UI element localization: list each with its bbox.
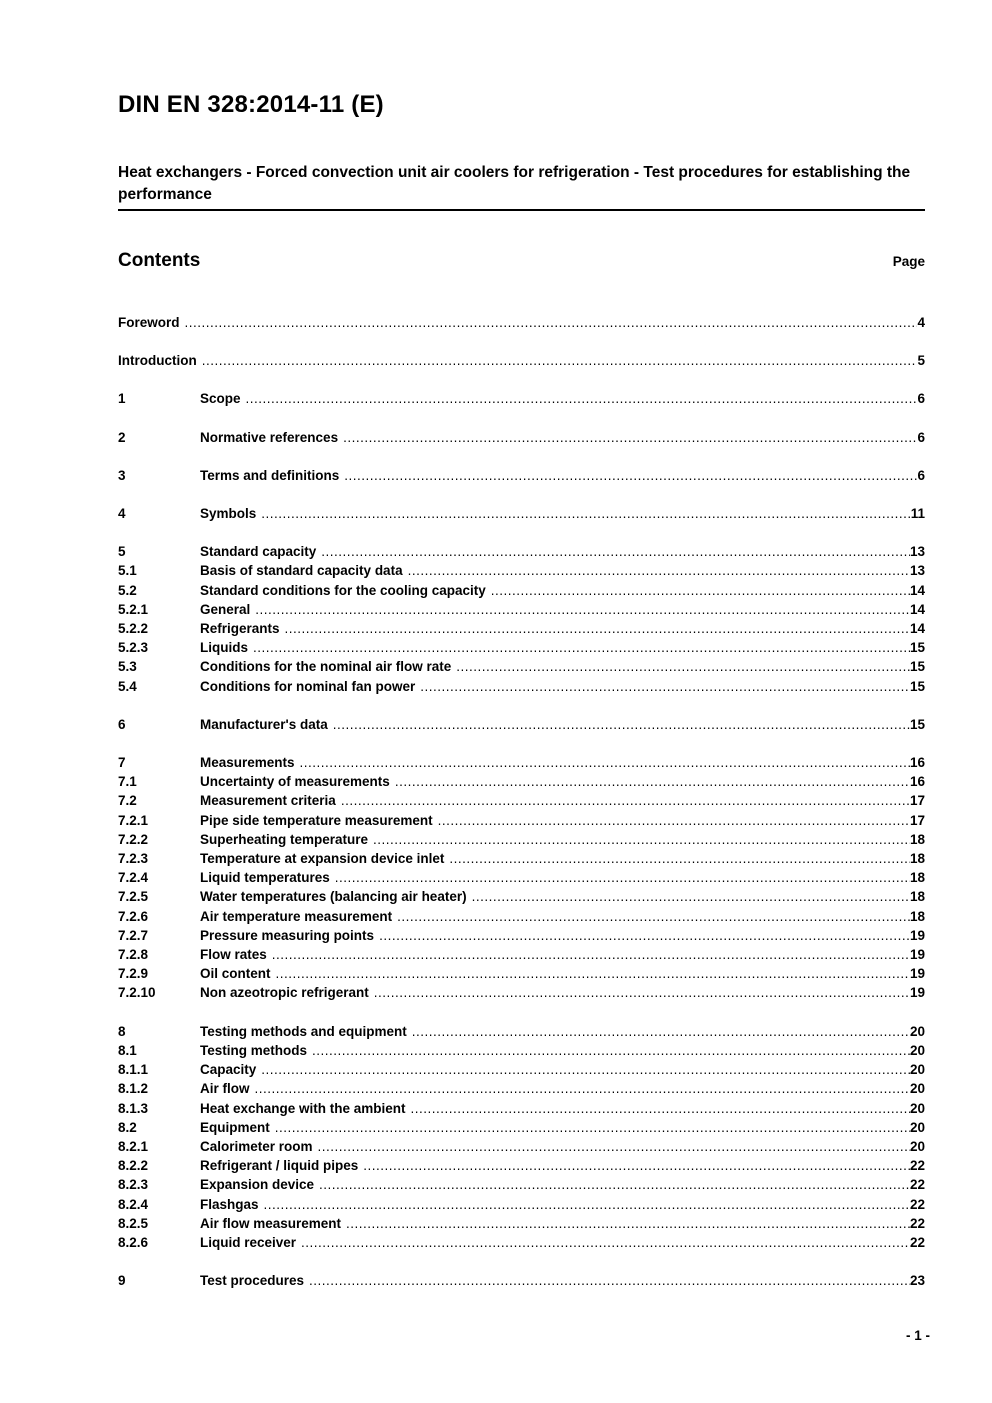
toc-entry [118, 1156, 925, 1175]
contents-heading: Contents [118, 250, 201, 271]
toc-leader-dots [346, 1214, 910, 1233]
toc-entry [118, 811, 925, 830]
toc-entry-title: Air flow measurement [200, 1215, 342, 1231]
contents-header-row [118, 250, 925, 272]
toc-entry-title: Air temperature measurement [200, 908, 393, 924]
toc-leader-dots [318, 1137, 910, 1156]
toc-entry-page: 14 [909, 621, 925, 637]
toc-entry-number: 7.2.3 [118, 851, 149, 867]
toc-entry-title: Testing methods [200, 1042, 308, 1058]
toc-entry-number: 3 [118, 467, 126, 483]
toc-entry [118, 1118, 925, 1137]
toc-leader-dots [333, 715, 910, 734]
toc-entry-title: Heat exchange with the ambient [200, 1100, 406, 1116]
toc-entry-number: 8.1.3 [118, 1100, 149, 1116]
toc-entry-title: Testing methods and equipment [200, 1023, 407, 1039]
toc-entry-page: 16 [909, 755, 925, 771]
toc-entry-number: 7.2.2 [118, 831, 149, 847]
toc-entry-page: 16 [909, 774, 925, 790]
toc-entry-page: 18 [909, 870, 925, 886]
toc-entry-number: 8.2.1 [118, 1138, 149, 1154]
toc-entry [118, 887, 925, 906]
toc-entry-page: 15 [909, 716, 925, 732]
toc-entry-page: 15 [909, 640, 925, 656]
toc-leader-dots [202, 351, 918, 370]
toc-entry [118, 600, 925, 619]
toc-entry-title: Refrigerant / liquid pipes [200, 1158, 359, 1174]
toc-leader-dots [341, 791, 910, 810]
toc-entry [118, 466, 925, 485]
toc-entry-number: 7.1 [118, 774, 137, 790]
toc-entry-number: 5.1 [118, 563, 137, 579]
toc-leader-dots [449, 849, 910, 868]
toc-entry-page: 13 [909, 563, 925, 579]
toc-entry-title: Normative references [200, 429, 339, 445]
toc-entry-title: Measurement criteria [200, 793, 336, 809]
toc-entry [118, 1271, 925, 1290]
toc-group [118, 351, 925, 370]
toc-entry-title: Calorimeter room [200, 1138, 313, 1154]
toc-entry-title: Symbols [200, 506, 257, 522]
toc-entry-title: Pipe side temperature measurement [200, 812, 433, 828]
toc-entry-page: 14 [909, 582, 925, 598]
toc-entry [118, 542, 925, 561]
toc-leader-dots [285, 619, 910, 638]
toc-entry-page: 22 [909, 1215, 925, 1231]
toc-entry [118, 753, 925, 772]
toc-entry-title: Refrigerants [200, 621, 280, 637]
toc-entry [118, 868, 925, 887]
toc-entry-number: 8 [118, 1023, 126, 1039]
toc-entry-page: 14 [909, 601, 925, 617]
toc-entry [118, 561, 925, 580]
toc-leader-dots [275, 1118, 910, 1137]
toc-leader-dots [335, 868, 910, 887]
toc-entry-number: 5.4 [118, 678, 137, 694]
toc-entry [118, 389, 925, 408]
toc-entry [118, 1079, 925, 1098]
toc-entry-page: 15 [909, 659, 925, 675]
toc-entry-page: 5 [917, 353, 925, 369]
toc-group [118, 715, 925, 734]
toc-entry-title: Foreword [118, 315, 180, 330]
toc-entry [118, 926, 925, 945]
document-title: Heat exchangers - Forced convection unit air coolers for refrigeration - Test procedures for establishing the performance [118, 162, 925, 211]
toc-entry-page: 13 [909, 544, 925, 560]
toc-entry-page: 20 [909, 1042, 925, 1058]
toc-entry-number: 5.2.1 [118, 601, 149, 617]
toc-entry-page: 19 [909, 966, 925, 982]
toc-entry-number: 5.2 [118, 582, 137, 598]
page-column-label: Page [892, 254, 925, 269]
toc-entry-number: 8.2.2 [118, 1158, 149, 1174]
toc-entry-page: 20 [909, 1081, 925, 1097]
toc-entry [118, 1060, 925, 1079]
toc-entry-title: Pressure measuring points [200, 927, 375, 943]
toc-leader-dots [363, 1156, 910, 1175]
toc-entry-page: 22 [909, 1158, 925, 1174]
toc-leader-dots [261, 504, 910, 523]
toc-entry-number: 7.2.10 [118, 985, 156, 1001]
toc-entry [118, 964, 925, 983]
toc-entry [118, 830, 925, 849]
toc-entry-number: 7.2.7 [118, 927, 149, 943]
toc-group [118, 313, 925, 332]
toc-entry-number: 7.2.6 [118, 908, 149, 924]
toc-entry-page: 18 [909, 851, 925, 867]
toc-entry-title: Water temperatures (balancing air heater) [200, 889, 467, 905]
toc-entry-number: 9 [118, 1273, 126, 1289]
toc-entry [118, 1233, 925, 1252]
toc-entry [118, 791, 925, 810]
toc-entry-title: Temperature at expansion device inlet [200, 851, 445, 867]
toc-entry-title: Capacity [200, 1062, 257, 1078]
toc-entry-number: 8.1.1 [118, 1062, 149, 1078]
toc-entry-title: Superheating temperature [200, 831, 369, 847]
toc-entry [118, 772, 925, 791]
toc-leader-dots [438, 811, 910, 830]
toc-entry [118, 1022, 925, 1041]
toc-group [118, 1271, 925, 1290]
toc-leader-dots [373, 830, 910, 849]
toc-leader-dots [261, 1060, 910, 1079]
toc-entry-number: 8.2.4 [118, 1196, 149, 1212]
toc-leader-dots [412, 1022, 910, 1041]
toc-entry-number: 2 [118, 429, 126, 445]
toc-entry [118, 849, 925, 868]
toc-entry-page: 20 [909, 1138, 925, 1154]
toc-entry-title: General [200, 601, 251, 617]
toc-entry [118, 1214, 925, 1233]
toc-leader-dots [472, 887, 910, 906]
toc-entry [118, 1041, 925, 1060]
toc-entry [118, 983, 925, 1002]
toc-entry-title: Liquid temperatures [200, 870, 330, 886]
toc-entry-number: 8.2.5 [118, 1215, 149, 1231]
toc-group [118, 466, 925, 485]
toc-entry [118, 428, 925, 447]
toc-leader-dots [301, 1233, 910, 1252]
toc-entry-page: 11 [910, 506, 925, 522]
toc-entry-page: 20 [909, 1023, 925, 1039]
toc-entry-title: Terms and definitions [200, 467, 340, 483]
toc-entry [118, 1195, 925, 1214]
toc-leader-dots [379, 926, 910, 945]
toc-entry-title: Non azeotropic refrigerant [200, 985, 369, 1001]
toc-group [118, 542, 925, 696]
toc-leader-dots [253, 638, 910, 657]
toc-entry-title: Introduction [118, 353, 197, 369]
toc-leader-dots [255, 600, 910, 619]
toc-entry-page: 22 [909, 1196, 925, 1212]
toc-entry-page: 20 [909, 1062, 925, 1078]
toc-entry-title: Conditions for the nominal air flow rate [200, 659, 452, 675]
toc-entry [118, 715, 925, 734]
toc-entry [118, 677, 925, 696]
page-content [0, 91, 992, 1290]
toc-leader-dots [420, 677, 910, 696]
standard-number-heading: DIN EN 328:2014-11 (E) [118, 91, 384, 118]
toc-group [118, 389, 925, 408]
toc-entry-title: Standard conditions for the cooling capacity [200, 582, 486, 598]
toc-leader-dots [276, 964, 910, 983]
toc-entry [118, 504, 925, 523]
toc-entry-page: 20 [909, 1119, 925, 1135]
toc-leader-dots [411, 1099, 910, 1118]
toc-group [118, 753, 925, 1003]
toc-entry-title: Basis of standard capacity data [200, 563, 403, 579]
toc-entry-page: 18 [909, 889, 925, 905]
toc-leader-dots [309, 1271, 910, 1290]
toc-leader-dots [491, 581, 910, 600]
toc-entry-title: Liquids [200, 640, 248, 656]
toc-entry [118, 638, 925, 657]
toc-leader-dots [246, 389, 918, 408]
toc-entry [118, 657, 925, 676]
toc-leader-dots [312, 1041, 910, 1060]
toc-entry-title: Measurements [200, 755, 295, 771]
toc-entry [118, 1137, 925, 1156]
toc-leader-dots [255, 1079, 910, 1098]
toc-entry-number: 7.2.9 [118, 966, 149, 982]
toc-leader-dots [264, 1195, 910, 1214]
toc-entry [118, 907, 925, 926]
toc-entry-page: 6 [917, 429, 925, 445]
toc-entry-number: 5.3 [118, 659, 137, 675]
toc-entry-number: 6 [118, 716, 126, 732]
toc-entry-page: 17 [909, 812, 925, 828]
toc-entry [118, 1175, 925, 1194]
toc-entry-number: 8.1.2 [118, 1081, 149, 1097]
toc-entry-page: 17 [909, 793, 925, 809]
toc-entry-title: Expansion device [200, 1177, 315, 1193]
toc-entry-title: Equipment [200, 1119, 270, 1135]
toc-leader-dots [272, 945, 910, 964]
toc-entry-number: 7.2.8 [118, 947, 149, 963]
footer-page-number: - 1 - [905, 1328, 930, 1343]
toc-entry [118, 313, 925, 332]
toc-leader-dots [321, 542, 910, 561]
toc-leader-dots [395, 772, 910, 791]
toc-entry-page: 19 [909, 985, 925, 1001]
toc-group [118, 1022, 925, 1252]
toc-entry-title: Scope [200, 391, 241, 407]
toc-leader-dots [185, 313, 918, 332]
toc-list [118, 313, 925, 1290]
toc-leader-dots [319, 1175, 910, 1194]
toc-entry-page: 18 [909, 831, 925, 847]
toc-entry-title: Uncertainty of measurements [200, 774, 390, 790]
toc-leader-dots [456, 657, 910, 676]
toc-entry-page: 4 [917, 315, 925, 330]
toc-entry-number: 7.2.4 [118, 870, 149, 886]
toc-leader-dots [397, 907, 910, 926]
toc-entry-page: 23 [909, 1273, 925, 1289]
toc-entry-number: 7.2.5 [118, 889, 149, 905]
toc-entry-number: 7.2.1 [118, 812, 149, 828]
toc-entry-title: Liquid receiver [200, 1234, 297, 1250]
toc-entry-number: 8.1 [118, 1042, 137, 1058]
toc-entry-number: 8.2 [118, 1119, 137, 1135]
toc-entry-title: Air flow [200, 1081, 250, 1097]
toc-entry-page: 22 [909, 1177, 925, 1193]
toc-entry-page: 6 [917, 467, 925, 483]
toc-leader-dots [374, 983, 910, 1002]
toc-entry-title: Flashgas [200, 1196, 259, 1212]
toc-entry-page: 19 [909, 947, 925, 963]
toc-entry-page: 19 [909, 927, 925, 943]
toc-entry [118, 351, 925, 370]
toc-entry [118, 945, 925, 964]
toc-entry-number: 5.2.2 [118, 621, 149, 637]
toc-entry-title: Manufacturer's data [200, 716, 328, 732]
toc-leader-dots [344, 466, 917, 485]
toc-entry-number: 8.2.6 [118, 1234, 149, 1250]
toc-group [118, 504, 925, 523]
toc-entry-title: Conditions for nominal fan power [200, 678, 416, 694]
toc-entry-number: 5 [118, 544, 126, 560]
toc-entry-number: 1 [118, 391, 126, 407]
toc-entry-number: 4 [118, 506, 126, 522]
toc-entry-title: Test procedures [200, 1273, 305, 1289]
toc-entry [118, 619, 925, 638]
toc-leader-dots [343, 428, 917, 447]
toc-entry-number: 7.2 [118, 793, 137, 809]
toc-entry-title: Standard capacity [200, 544, 317, 560]
toc-entry-page: 22 [909, 1234, 925, 1250]
toc-entry-page: 18 [909, 908, 925, 924]
toc-entry-page: 6 [917, 391, 925, 407]
toc-entry-number: 8.2.3 [118, 1177, 149, 1193]
toc-entry-page: 20 [909, 1100, 925, 1116]
toc-entry-page: 15 [909, 678, 925, 694]
toc-entry [118, 1099, 925, 1118]
toc-leader-dots [300, 753, 910, 772]
toc-leader-dots [408, 561, 910, 580]
toc-group [118, 428, 925, 447]
toc-entry-title: Oil content [200, 966, 271, 982]
toc-entry [118, 581, 925, 600]
toc-entry-number: 5.2.3 [118, 640, 149, 656]
toc-entry-number: 7 [118, 755, 126, 771]
toc-entry-title: Flow rates [200, 947, 267, 963]
